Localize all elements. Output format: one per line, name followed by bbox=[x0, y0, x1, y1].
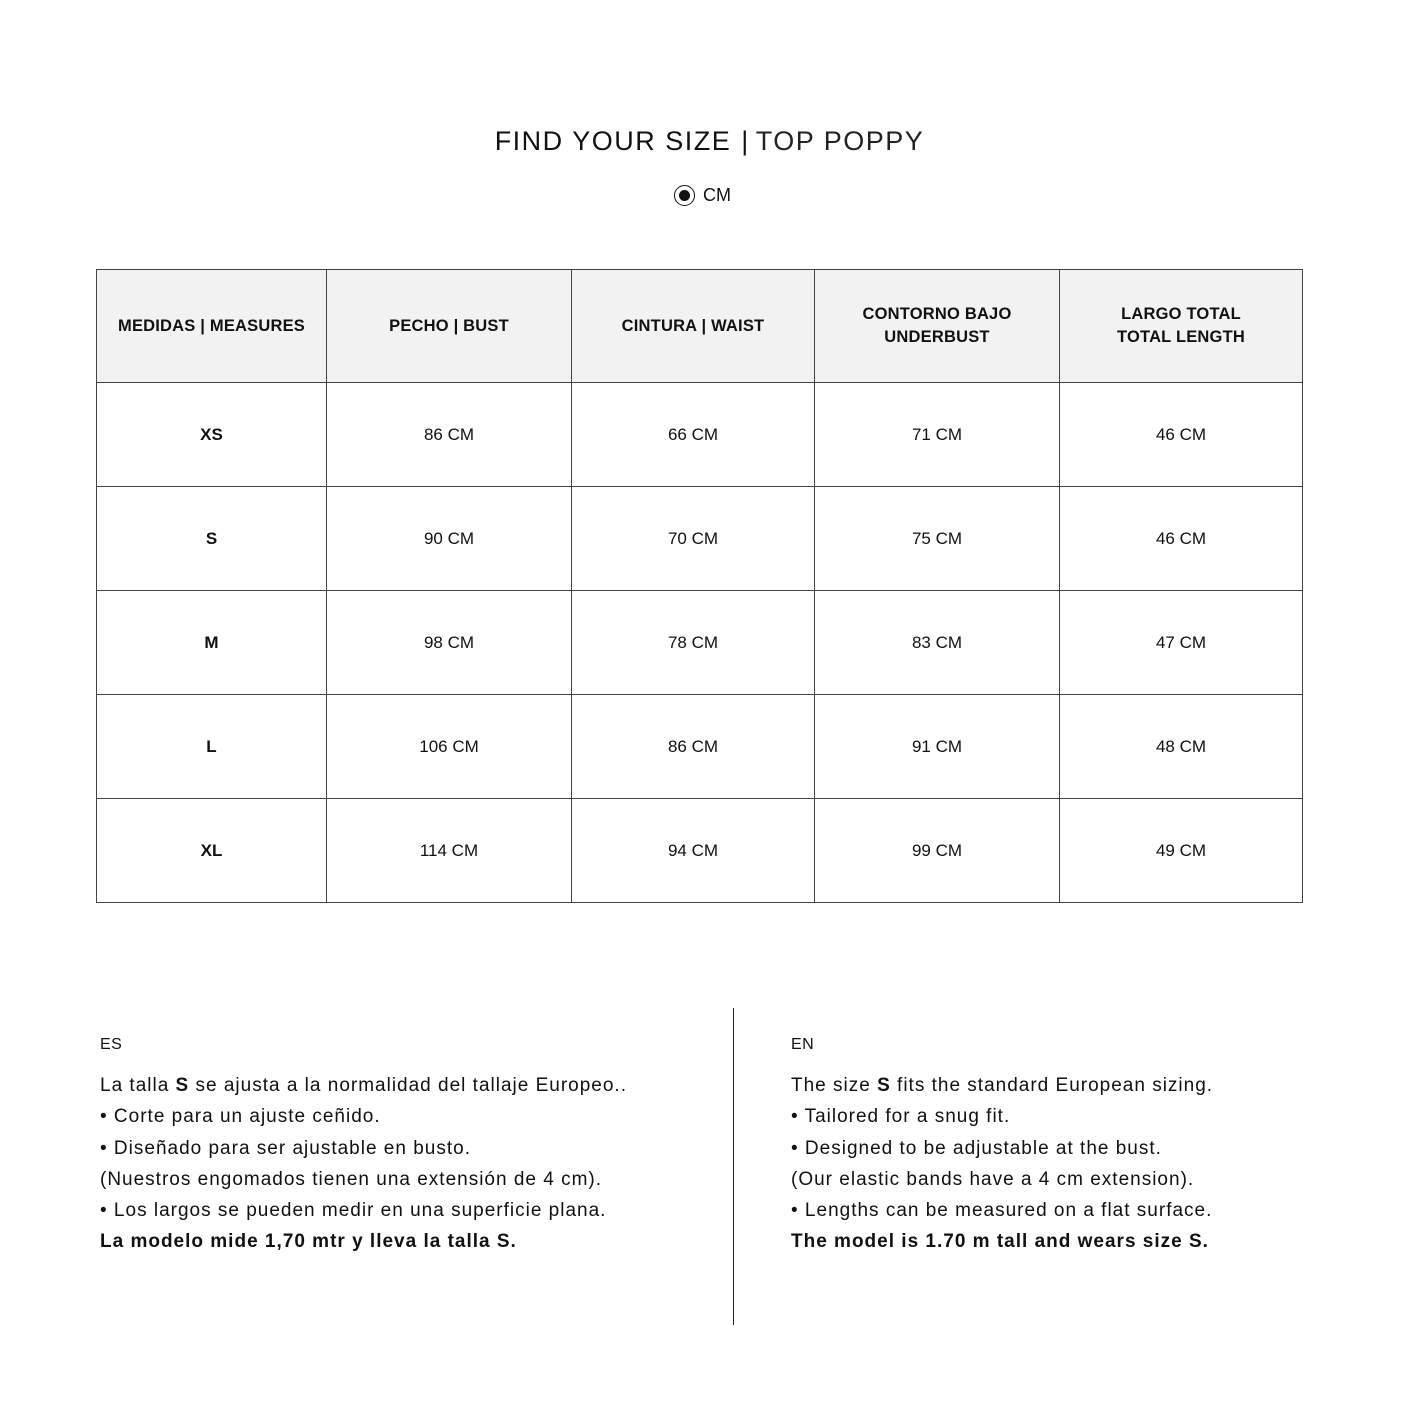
size-table bbox=[96, 269, 1303, 903]
measure-cell: 114 CM bbox=[327, 799, 572, 903]
measure-cell: 83 CM bbox=[815, 591, 1060, 695]
es-intro-rest: se ajusta a la normalidad del tallaje Europeo.. bbox=[189, 1075, 627, 1096]
unit-selector[interactable] bbox=[674, 182, 731, 208]
column-header-line: UNDERBUST bbox=[884, 328, 990, 346]
size-label: M bbox=[97, 591, 327, 695]
size-label: L bbox=[97, 695, 327, 799]
size-label: S bbox=[97, 487, 327, 591]
en-intro-text: The size bbox=[791, 1075, 878, 1096]
radio-selected-icon[interactable] bbox=[674, 185, 695, 206]
column-header-line: CINTURA | WAIST bbox=[621, 316, 765, 335]
measure-cell: 106 CM bbox=[327, 695, 572, 799]
es-note-elastic: (Nuestros engomados tienen una extensión de 4 cm). bbox=[100, 1168, 603, 1190]
en-note-elastic: (Our elastic bands have a 4 cm extension). bbox=[791, 1168, 1195, 1190]
measure-cell: 90 CM bbox=[327, 487, 572, 591]
measure-cell: 70 CM bbox=[572, 487, 815, 591]
table-header-row bbox=[97, 270, 1303, 383]
lang-label-es: ES bbox=[100, 1036, 123, 1053]
column-header bbox=[572, 270, 815, 383]
es-intro-text: La talla bbox=[100, 1075, 176, 1096]
measure-cell: 66 CM bbox=[572, 383, 815, 487]
column-header-line: CONTORNO BAJO bbox=[862, 305, 1012, 323]
column-header bbox=[97, 270, 327, 383]
en-intro bbox=[791, 1070, 1351, 1101]
measure-cell: 47 CM bbox=[1060, 591, 1303, 695]
column-header bbox=[1060, 270, 1303, 383]
title-separator: | bbox=[741, 126, 750, 156]
spanish-notes bbox=[100, 1034, 720, 1258]
column-header-line: TOTAL LENGTH bbox=[1117, 328, 1245, 346]
lang-label-en: EN bbox=[791, 1036, 815, 1053]
column-header-line: LARGO TOTAL bbox=[1121, 305, 1241, 323]
es-bullet-adjustable: • Diseñado para ser ajustable en busto. bbox=[100, 1137, 471, 1159]
english-notes bbox=[791, 1034, 1351, 1258]
es-intro-size: S bbox=[175, 1075, 190, 1096]
page-title bbox=[0, 122, 1419, 160]
table-row bbox=[97, 487, 1303, 591]
column-header-line: MEDIDAS | MEASURES bbox=[118, 316, 305, 335]
unit-label: CM bbox=[703, 184, 731, 205]
measure-cell: 78 CM bbox=[572, 591, 815, 695]
es-bullet-lengths: • Los largos se pueden medir en una superficie plana. bbox=[100, 1200, 607, 1222]
column-header bbox=[327, 270, 572, 383]
measure-cell: 94 CM bbox=[572, 799, 815, 903]
product-name: TOP POPPY bbox=[755, 126, 925, 156]
en-intro-rest: fits the standard European sizing. bbox=[890, 1075, 1214, 1096]
table-row bbox=[97, 799, 1303, 903]
table-row bbox=[97, 383, 1303, 487]
measure-cell: 48 CM bbox=[1060, 695, 1303, 799]
measure-cell: 91 CM bbox=[815, 695, 1060, 799]
measure-cell: 46 CM bbox=[1060, 383, 1303, 487]
title-main: FIND YOUR SIZE bbox=[494, 126, 732, 156]
en-bullet-lengths: • Lengths can be measured on a flat surface. bbox=[791, 1200, 1213, 1222]
table-body bbox=[97, 383, 1303, 903]
measure-cell: 49 CM bbox=[1060, 799, 1303, 903]
measure-cell: 46 CM bbox=[1060, 487, 1303, 591]
measure-cell: 98 CM bbox=[327, 591, 572, 695]
measure-cell: 86 CM bbox=[327, 383, 572, 487]
measure-cell: 71 CM bbox=[815, 383, 1060, 487]
en-model-info: The model is 1.70 m tall and wears size S. bbox=[791, 1231, 1209, 1253]
column-header-line: PECHO | BUST bbox=[389, 316, 509, 335]
column-divider bbox=[733, 1008, 734, 1325]
es-intro bbox=[100, 1070, 720, 1101]
table-row bbox=[97, 695, 1303, 799]
column-header bbox=[815, 270, 1060, 383]
measure-cell: 99 CM bbox=[815, 799, 1060, 903]
en-intro-size: S bbox=[877, 1075, 891, 1096]
table-row bbox=[97, 591, 1303, 695]
es-bullet-fit: • Corte para un ajuste ceñido. bbox=[100, 1106, 381, 1128]
es-model-info: La modelo mide 1,70 mtr y lleva la talla S. bbox=[100, 1231, 517, 1253]
en-bullet-adjustable: • Designed to be adjustable at the bust. bbox=[791, 1137, 1162, 1159]
measure-cell: 86 CM bbox=[572, 695, 815, 799]
measure-cell: 75 CM bbox=[815, 487, 1060, 591]
size-label: XS bbox=[97, 383, 327, 487]
size-label: XL bbox=[97, 799, 327, 903]
en-bullet-fit: • Tailored for a snug fit. bbox=[791, 1106, 1011, 1128]
